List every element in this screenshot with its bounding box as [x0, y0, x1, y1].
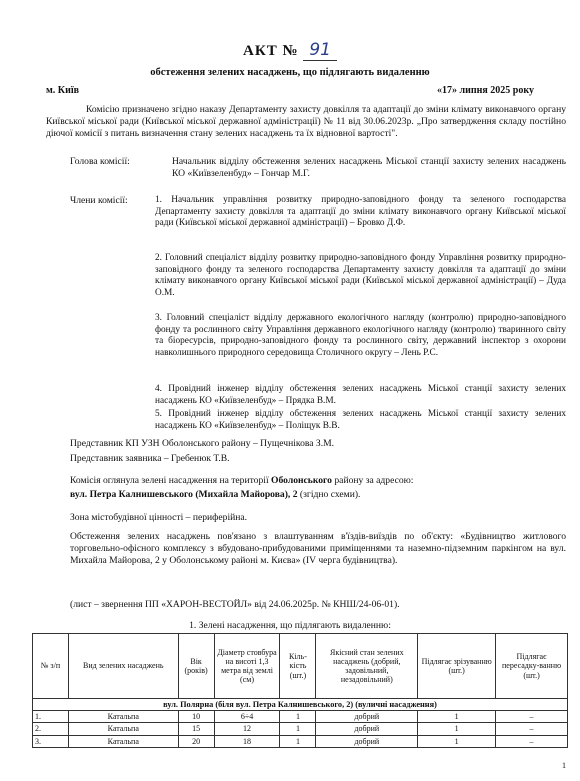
cell-age: 10	[178, 711, 214, 723]
cell-number: 1.	[33, 711, 69, 723]
chair-label: Голова комісії:	[70, 156, 130, 167]
table-caption: 1. Зелені насадження, що підлягають видаленню:	[189, 620, 391, 631]
table-section-row	[33, 699, 568, 711]
inspection-line	[70, 475, 566, 487]
col-header-number: № з/п	[33, 634, 69, 699]
members-list	[155, 195, 566, 434]
cell-age: 20	[178, 735, 214, 747]
cell-to-cut: 1	[418, 735, 496, 747]
inspection-address-line	[70, 489, 566, 501]
cell-diameter: 12	[214, 723, 280, 735]
cell-number: 2.	[33, 723, 69, 735]
act-number-handwritten: 91	[303, 40, 337, 61]
col-header-quantity: Кіль-кість (шт.)	[280, 634, 316, 699]
table-row	[33, 711, 568, 723]
inspection-text: Комісія оглянула зелені насадження на території	[70, 475, 272, 486]
members-label: Члени комісії:	[70, 195, 128, 206]
act-title-prefix: АКТ №	[243, 43, 299, 59]
intro-paragraph: Комісію призначено згідно наказу Департаменту захисту довкілля та адаптації до зміни клімату виконавчого органу Київської міської ради (Київської міської державної адміністрації) № 11 від 30.06.2023р. „Про затвердження складу постійно діючої комісії з питань визначення стану зелених насаджень та їх відновної вартості".	[46, 104, 566, 140]
table-row	[33, 735, 568, 747]
table-row	[33, 723, 568, 735]
act-subtitle: обстеження зелених насаджень, що підлягають видаленню	[150, 67, 430, 78]
cell-to-transplant: –	[496, 711, 568, 723]
member-item-4: 4. Провідний інженер відділу обстеження зелених насаджень Міської станції захисту зелених насаджень КО «Київзеленбуд» – Прядка В.М.	[155, 384, 566, 406]
cell-number: 3.	[33, 735, 69, 747]
inspection-address-note: (згідно схеми).	[297, 489, 361, 500]
zone-line: Зона містобудівної цінності – периферійна.	[70, 512, 248, 523]
member-item-2: 2. Головний спеціаліст відділу розвитку природно-заповідного фонду Управління розвитку природно-заповідного фонду та зеленого господарства Департаменту захисту довкілля та адаптації до зміни клімату виконавчого органу Київської міської ради (Київської міської державної адміністрації) – Дуда О.М.	[155, 253, 566, 298]
col-header-condition: Якісний стан зелених насаджень (добрий, задовільний, незадовільний)	[316, 634, 418, 699]
cell-to-cut: 1	[418, 711, 496, 723]
col-header-age: Вік (років)	[178, 634, 214, 699]
cell-species: Катальпа	[68, 735, 178, 747]
inspection-district: Оболонського	[271, 475, 332, 486]
col-header-species: Вид зелених насаджень	[68, 634, 178, 699]
cell-to-cut: 1	[418, 723, 496, 735]
cell-to-transplant: –	[496, 735, 568, 747]
cell-species: Катальпа	[68, 711, 178, 723]
inspection-address: вул. Петра Калнишевського (Михайла Майорова), 2	[70, 489, 298, 500]
cell-quantity: 1	[280, 711, 316, 723]
member-item-5: 5. Провідний інженер відділу обстеження зелених насаджень Міської станції захисту зелених насаджень КО «Київзеленбуд» – Поліщук В.В.	[155, 409, 566, 431]
cell-diameter: 18	[214, 735, 280, 747]
letter-reference: (лист – звернення ПП «ХАРОН-ВЕСТОЙЛ» від 24.06.2025р. № КНШ/24-06-01).	[70, 599, 400, 610]
member-item-3: 3. Головний спеціаліст відділу державного екологічного нагляду (контролю) природно-заповідного фонду та рослинного світу Управління державного екологічного нагляду (контролю) тваринного світу та біоресурсів, природно-заповідного фонду та рослинного світу, державний інспектор з охорони навколишнього природного середовища Столичного округу – Лень Р.С.	[155, 313, 566, 358]
cell-condition: добрий	[316, 711, 418, 723]
table-header-row	[33, 634, 568, 699]
col-header-to-transplant: Підлягає пересадку-ванню (шт.)	[496, 634, 568, 699]
act-title	[0, 40, 580, 60]
section-label: вул. Полярна (біля вул. Петра Калнишевського, 2) (вуличні насадження)	[33, 699, 568, 711]
page-number: 1	[562, 761, 566, 770]
cell-species: Катальпа	[68, 723, 178, 735]
representative-applicant: Представник заявника – Гребенюк Т.В.	[70, 453, 230, 464]
act-date: «17» липня 2025 року	[437, 85, 534, 96]
cell-age: 15	[178, 723, 214, 735]
col-header-diameter: Діаметр стовбура на висоті 1,3 метра від землі (см)	[214, 634, 280, 699]
survey-paragraph: Обстеження зелених насаджень пов'язано з влаштуванням в'їздів-виїздів по об'єкту: «Будівництво житлового торговельно-офісного комплексу з вбудовано-прибудованими приміщеннями та наземно-підземним паркінгом на вул. Михайла Майорова, 2 у Оболонському районі м. Києва» (IV черга будівництва).	[70, 531, 566, 567]
representative-kp: Представник КП УЗН Оболонського району – Пущечнікова З.М.	[70, 438, 335, 449]
city: м. Київ	[46, 85, 80, 96]
cell-diameter: 6÷4	[214, 711, 280, 723]
plantings-table	[32, 633, 568, 748]
cell-quantity: 1	[280, 723, 316, 735]
cell-condition: добрий	[316, 723, 418, 735]
inspection-text-end: району за адресою:	[331, 475, 414, 486]
member-item-1: 1. Начальник управління розвитку природно-заповідного фонду та зеленого господарства Департаменту захисту довкілля та адаптації до зміни клімату виконавчого органу Київської міської ради (Київської міської державної адміністрації) – Бровко Д.Ф.	[155, 195, 566, 229]
col-header-to-cut: Підлягає зрізуванню (шт.)	[418, 634, 496, 699]
chair-text: Начальник відділу обстеження зелених насаджень Міської станції захисту зелених насаджень КО «Київзеленбуд» – Гончар М.Г.	[172, 156, 566, 180]
cell-to-transplant: –	[496, 723, 568, 735]
cell-quantity: 1	[280, 735, 316, 747]
cell-condition: добрий	[316, 735, 418, 747]
